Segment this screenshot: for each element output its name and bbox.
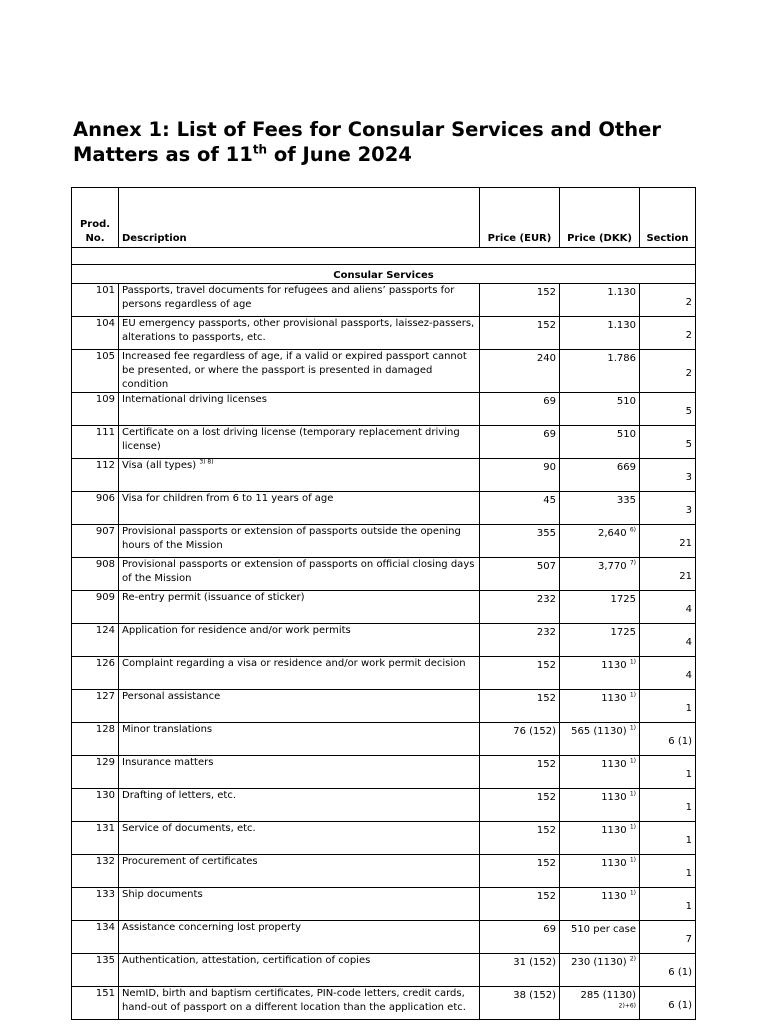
description-cell-footnote: 3) 8) bbox=[199, 458, 214, 466]
price-dkk-cell-footnote: 1) bbox=[629, 691, 636, 699]
section-cell: 1 bbox=[640, 855, 696, 888]
price-eur-cell: 69 bbox=[480, 426, 560, 459]
price-dkk-cell-footnote: 1) bbox=[629, 724, 636, 732]
price-eur-cell: 507 bbox=[480, 558, 560, 591]
description-cell: International driving licenses bbox=[119, 393, 480, 426]
section-cell: 21 bbox=[640, 558, 696, 591]
price-dkk-cell: 2,640 $^{6)}$ bbox=[560, 525, 640, 558]
price-dkk-cell-footnote: 1) bbox=[629, 823, 636, 831]
prod-no-cell: 135 bbox=[72, 954, 119, 987]
price-eur-cell: 152 bbox=[480, 789, 560, 822]
table-row bbox=[72, 954, 696, 987]
description-cell: Visa for children from 6 to 11 years of age bbox=[119, 492, 480, 525]
section-cell: 3 bbox=[640, 459, 696, 492]
section-cell: 4 bbox=[640, 591, 696, 624]
section-cell: 2 bbox=[640, 284, 696, 317]
prod-no-cell: 111 bbox=[72, 426, 119, 459]
table-row bbox=[72, 723, 696, 756]
prod-no-cell: 151 bbox=[72, 987, 119, 1020]
price-eur-cell: 31 (152) bbox=[480, 954, 560, 987]
header-section: Section bbox=[640, 188, 696, 248]
section-cell: 2 bbox=[640, 317, 696, 350]
description-cell: Increased fee regardless of age, if a valid or expired passport cannot be presented, or where the passport is presented in damaged condition bbox=[119, 350, 480, 393]
price-eur-cell: 152 bbox=[480, 657, 560, 690]
price-eur-cell: 152 bbox=[480, 756, 560, 789]
section-cell: 1 bbox=[640, 690, 696, 723]
description-cell: Insurance matters bbox=[119, 756, 480, 789]
price-eur-cell: 152 bbox=[480, 888, 560, 921]
prod-no-cell: 101 bbox=[72, 284, 119, 317]
prod-no-cell: 112 bbox=[72, 459, 119, 492]
table-row bbox=[72, 459, 696, 492]
description-cell: Ship documents bbox=[119, 888, 480, 921]
section-cell: 21 bbox=[640, 525, 696, 558]
price-eur-cell: 69 bbox=[480, 921, 560, 954]
table-row bbox=[72, 987, 696, 1020]
description-cell: Assistance concerning lost property bbox=[119, 921, 480, 954]
price-eur-cell: 152 bbox=[480, 855, 560, 888]
prod-no-cell: 133 bbox=[72, 888, 119, 921]
table-header-row bbox=[72, 188, 696, 248]
description-cell: Service of documents, etc. bbox=[119, 822, 480, 855]
description-cell: Passports, travel documents for refugees and aliens’ passports for persons regardless of age bbox=[119, 284, 480, 317]
price-dkk-cell: 1130 $^{1)}$ bbox=[560, 888, 640, 921]
title-text-end: of June 2024 bbox=[267, 143, 412, 166]
table-row bbox=[72, 657, 696, 690]
table-row bbox=[72, 624, 696, 657]
price-dkk-cell: 335 bbox=[560, 492, 640, 525]
description-cell: Application for residence and/or work permits bbox=[119, 624, 480, 657]
price-eur-cell: 152 bbox=[480, 690, 560, 723]
title-superscript: th bbox=[252, 142, 268, 157]
section-cell: 5 bbox=[640, 393, 696, 426]
table-row bbox=[72, 921, 696, 954]
page-title bbox=[73, 117, 713, 167]
description-cell: Authentication, attestation, certification of copies bbox=[119, 954, 480, 987]
description-cell: Procurement of certificates bbox=[119, 855, 480, 888]
price-dkk-cell: 1725 bbox=[560, 624, 640, 657]
table-row bbox=[72, 317, 696, 350]
section-cell: 1 bbox=[640, 756, 696, 789]
table-row bbox=[72, 855, 696, 888]
price-dkk-cell: 1130 $^{1)}$ bbox=[560, 756, 640, 789]
price-dkk-cell: 1.130 bbox=[560, 284, 640, 317]
description-cell: EU emergency passports, other provisional passports, laissez-passers, alterations to passports, etc. bbox=[119, 317, 480, 350]
fees-table bbox=[71, 187, 696, 1020]
prod-no-cell: 109 bbox=[72, 393, 119, 426]
prod-no-cell: 129 bbox=[72, 756, 119, 789]
section-cell: 1 bbox=[640, 822, 696, 855]
price-dkk-cell: 510 bbox=[560, 393, 640, 426]
section-cell: 5 bbox=[640, 426, 696, 459]
price-eur-cell: 76 (152) bbox=[480, 723, 560, 756]
price-dkk-cell: 669 bbox=[560, 459, 640, 492]
prod-no-cell: 909 bbox=[72, 591, 119, 624]
section-cell: 1 bbox=[640, 789, 696, 822]
price-dkk-cell-footnote: 1) bbox=[629, 658, 636, 666]
table-row bbox=[72, 822, 696, 855]
price-dkk-cell: 285 (1130) $^{2)+6)}$ bbox=[560, 987, 640, 1020]
price-dkk-cell-footnote: 6) bbox=[629, 526, 636, 534]
table-row bbox=[72, 789, 696, 822]
table-row bbox=[72, 350, 696, 393]
price-eur-cell: 240 bbox=[480, 350, 560, 393]
price-eur-cell: 355 bbox=[480, 525, 560, 558]
table-row bbox=[72, 591, 696, 624]
header-price-eur: Price (EUR) bbox=[480, 188, 560, 248]
table-row bbox=[72, 284, 696, 317]
header-prod-no: Prod. No. bbox=[72, 188, 119, 248]
prod-no-cell: 128 bbox=[72, 723, 119, 756]
prod-no-cell: 127 bbox=[72, 690, 119, 723]
spacer-row bbox=[72, 248, 696, 265]
price-dkk-cell: 3,770 $^{7)}$ bbox=[560, 558, 640, 591]
description-cell: NemID, birth and baptism certificates, PIN-code letters, credit cards, hand-out of passport on a different location than the application etc. bbox=[119, 987, 480, 1020]
table-row bbox=[72, 426, 696, 459]
price-dkk-cell-footnote: 7) bbox=[629, 559, 636, 567]
prod-no-cell: 104 bbox=[72, 317, 119, 350]
section-cell: 6 (1) bbox=[640, 954, 696, 987]
price-dkk-cell-footnote: 1) bbox=[629, 757, 636, 765]
section-cell: 4 bbox=[640, 657, 696, 690]
section-cell: 2 bbox=[640, 350, 696, 393]
description-cell: Drafting of letters, etc. bbox=[119, 789, 480, 822]
prod-no-cell: 906 bbox=[72, 492, 119, 525]
section-cell: 7 bbox=[640, 921, 696, 954]
description-cell: Visa (all types) $^{3) 8)}$ bbox=[119, 459, 480, 492]
prod-no-cell: 105 bbox=[72, 350, 119, 393]
title-text: Annex 1: List of Fees for Consular Services and Other Matters as of 11 bbox=[73, 118, 661, 166]
price-dkk-cell-footnote: 1) bbox=[629, 790, 636, 798]
price-eur-cell: 232 bbox=[480, 591, 560, 624]
table-row bbox=[72, 525, 696, 558]
table-row bbox=[72, 492, 696, 525]
price-eur-cell: 90 bbox=[480, 459, 560, 492]
section-cell: 6 (1) bbox=[640, 987, 696, 1020]
section-cell: 3 bbox=[640, 492, 696, 525]
header-description: Description bbox=[119, 188, 480, 248]
prod-no-cell: 132 bbox=[72, 855, 119, 888]
section-heading: Consular Services bbox=[72, 265, 696, 284]
price-dkk-cell-footnote: 2) bbox=[629, 955, 636, 963]
price-dkk-cell: 1130 $^{1)}$ bbox=[560, 789, 640, 822]
prod-no-cell: 124 bbox=[72, 624, 119, 657]
section-cell: 1 bbox=[640, 888, 696, 921]
table-row bbox=[72, 690, 696, 723]
table-row bbox=[72, 558, 696, 591]
table-row bbox=[72, 888, 696, 921]
price-dkk-cell: 1.786 bbox=[560, 350, 640, 393]
prod-no-cell: 130 bbox=[72, 789, 119, 822]
description-cell: Certificate on a lost driving license (temporary replacement driving license) bbox=[119, 426, 480, 459]
section-cell: 6 (1) bbox=[640, 723, 696, 756]
description-cell: Re-entry permit (issuance of sticker) bbox=[119, 591, 480, 624]
description-cell: Provisional passports or extension of passports outside the opening hours of the Mission bbox=[119, 525, 480, 558]
prod-no-cell: 907 bbox=[72, 525, 119, 558]
price-dkk-cell: 230 (1130) $^{2)}$ bbox=[560, 954, 640, 987]
price-dkk-cell: 510 per case bbox=[560, 921, 640, 954]
price-dkk-cell-footnote: 1) bbox=[629, 856, 636, 864]
header-price-dkk: Price (DKK) bbox=[560, 188, 640, 248]
price-dkk-cell: 1.130 bbox=[560, 317, 640, 350]
price-eur-cell: 232 bbox=[480, 624, 560, 657]
prod-no-cell: 126 bbox=[72, 657, 119, 690]
section-cell: 4 bbox=[640, 624, 696, 657]
table-row bbox=[72, 756, 696, 789]
price-dkk-cell: 510 bbox=[560, 426, 640, 459]
price-eur-cell: 45 bbox=[480, 492, 560, 525]
prod-no-cell: 131 bbox=[72, 822, 119, 855]
description-cell: Complaint regarding a visa or residence and/or work permit decision bbox=[119, 657, 480, 690]
price-eur-cell: 152 bbox=[480, 317, 560, 350]
price-eur-cell: 152 bbox=[480, 822, 560, 855]
price-dkk-cell: 1130 $^{1)}$ bbox=[560, 657, 640, 690]
price-dkk-cell: 1130 $^{1)}$ bbox=[560, 690, 640, 723]
prod-no-cell: 908 bbox=[72, 558, 119, 591]
price-dkk-cell-footnote: 1) bbox=[629, 889, 636, 897]
description-cell: Personal assistance bbox=[119, 690, 480, 723]
price-dkk-cell-footnote: 2)+6) bbox=[618, 1002, 636, 1010]
prod-no-cell: 134 bbox=[72, 921, 119, 954]
description-cell: Provisional passports or extension of passports on official closing days of the Mission bbox=[119, 558, 480, 591]
price-dkk-cell: 1130 $^{1)}$ bbox=[560, 822, 640, 855]
price-dkk-cell: 565 (1130) $^{1)}$ bbox=[560, 723, 640, 756]
price-eur-cell: 152 bbox=[480, 284, 560, 317]
section-heading-row bbox=[72, 265, 696, 284]
table-row bbox=[72, 393, 696, 426]
description-cell: Minor translations bbox=[119, 723, 480, 756]
price-eur-cell: 69 bbox=[480, 393, 560, 426]
price-eur-cell: 38 (152) bbox=[480, 987, 560, 1020]
price-dkk-cell: 1725 bbox=[560, 591, 640, 624]
price-dkk-cell: 1130 $^{1)}$ bbox=[560, 855, 640, 888]
